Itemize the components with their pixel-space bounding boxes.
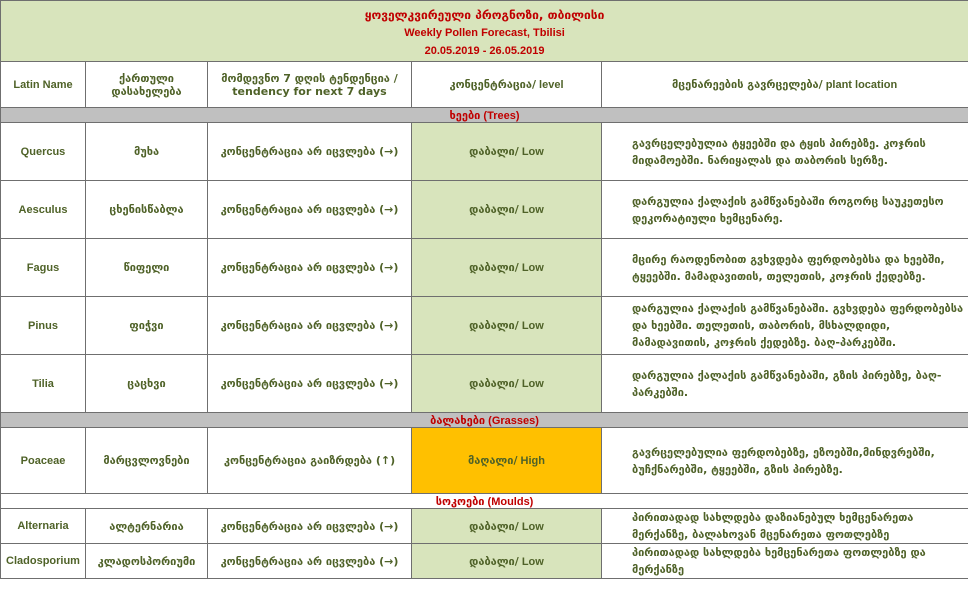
- tendency: კონცენტრაცია არ იცვლება (→): [208, 509, 412, 544]
- georgian-name: კლადოსპორიუმი: [86, 544, 208, 579]
- tendency: კონცენტრაცია არ იცვლება (→): [208, 239, 412, 297]
- section-grasses: [1, 413, 968, 428]
- georgian-name: ფიჭვი: [86, 297, 208, 355]
- latin-name: Tilia: [1, 355, 86, 413]
- table-row: [1, 297, 968, 355]
- georgian-name: ცხენისწაბლა: [86, 181, 208, 239]
- column-header-row: [1, 62, 968, 108]
- plant-location: დარგულია ქალაქის გამწვანებაში. გვხვდება ფერდობებსა და ხეებში. თელეთის, თაბორის, მსხალდიდი, მამადავითის, კოჯრის ქედებზე. ბაღ-პარკებში.: [602, 297, 968, 355]
- section-moulds-en: (Moulds): [484, 495, 534, 508]
- date-range: 20.05.2019 - 26.05.2019: [424, 44, 545, 57]
- georgian-name: მუხა: [86, 123, 208, 181]
- level-cell: დაბალი/ Low: [412, 123, 602, 181]
- latin-name: Poaceae: [1, 428, 86, 494]
- forecast-header: [1, 1, 968, 62]
- latin-name: Alternaria: [1, 509, 86, 544]
- plant-location: პირითადად სახლდება დაზიანებულ ხემცენარეთა მერქანზე, ბალახოვან მცენარეთა ფოთლებზე: [602, 509, 968, 544]
- table-row: [1, 181, 968, 239]
- plant-location: დარგულია ქალაქის გამწვანებაში როგორც საუკეთესო დეკორატიული ხემცენარე.: [602, 181, 968, 239]
- georgian-name: წიფელი: [86, 239, 208, 297]
- level-cell: დაბალი/ Low: [412, 297, 602, 355]
- header-block: [1, 1, 968, 62]
- section-trees-en: (Trees): [480, 109, 520, 122]
- level-cell-high: მაღალი/ High: [412, 428, 602, 494]
- plant-location: დარგულია ქალაქის გამწვანებაში, გზის პირებზე, ბაღ-პარკებში.: [602, 355, 968, 413]
- section-moulds: [1, 494, 968, 509]
- table-row: [1, 544, 968, 579]
- plant-location: გავრცელებულია ფერდობებზე, ეზოებში,მინდვრებში, ბუჩქნარებში, ტყეებში, გზის პირებზე.: [602, 428, 968, 494]
- tendency: კონცენტრაცია არ იცვლება (→): [208, 297, 412, 355]
- table-row: [1, 355, 968, 413]
- level-cell: დაბალი/ Low: [412, 181, 602, 239]
- georgian-name: ალტერნარია: [86, 509, 208, 544]
- tendency: კონცენტრაცია გაიზრდება (↑): [208, 428, 412, 494]
- plant-location: მცირე რაოდენობით გვხვდება ფერდობებსა და ხეებში, ტყეებში. მამადავითის, თელეთის, კოჯრის ქედებზე.: [602, 239, 968, 297]
- col-tendency: მომდევნო 7 დღის ტენდენცია / tendency for next 7 days: [208, 62, 412, 108]
- col-level: კონცენტრაცია/ level: [412, 62, 602, 108]
- table-row: [1, 239, 968, 297]
- section-moulds-ka: სოკოები: [435, 494, 485, 508]
- level-cell: დაბალი/ Low: [412, 544, 602, 579]
- table-row: [1, 123, 968, 181]
- section-trees-ka: ხეები: [449, 108, 481, 122]
- level-cell: დაბალი/ Low: [412, 509, 602, 544]
- section-grasses-ka: ბალახები: [430, 413, 486, 427]
- section-trees: [1, 108, 968, 123]
- tendency: კონცენტრაცია არ იცვლება (→): [208, 181, 412, 239]
- table-row: [1, 428, 968, 494]
- tendency: კონცენტრაცია არ იცვლება (→): [208, 355, 412, 413]
- latin-name: Aesculus: [1, 181, 86, 239]
- latin-name: Cladosporium: [1, 544, 86, 579]
- tendency: კონცენტრაცია არ იცვლება (→): [208, 544, 412, 579]
- level-cell: დაბალი/ Low: [412, 355, 602, 413]
- col-latin-name: Latin Name: [1, 62, 86, 108]
- title-english: Weekly Pollen Forecast, Tbilisi: [404, 26, 565, 39]
- tendency: კონცენტრაცია არ იცვლება (→): [208, 123, 412, 181]
- plant-location: გავრცელებულია ტყეებში და ტყის პირებზე. კოჯრის მიდამოებში. ნარიყალას და თაბორის სერზე.: [602, 123, 968, 181]
- latin-name: Fagus: [1, 239, 86, 297]
- level-cell: დაბალი/ Low: [412, 239, 602, 297]
- latin-name: Quercus: [1, 123, 86, 181]
- col-georgian-name: ქართული დასახელება: [86, 62, 208, 108]
- georgian-name: ცაცხვი: [86, 355, 208, 413]
- plant-location: პირითადად სახლდება ხემცენარეთა ფოთლებზე და მერქანზე: [602, 544, 968, 579]
- title-georgian: ყოველკვირეული პროგნოზი, თბილისი: [364, 7, 605, 22]
- section-grasses-en: (Grasses): [485, 414, 539, 427]
- georgian-name: მარცვლოვნები: [86, 428, 208, 494]
- latin-name: Pinus: [1, 297, 86, 355]
- table-row: [1, 509, 968, 544]
- col-plant-location: მცენარეების გავრცელება/ plant location: [602, 62, 968, 108]
